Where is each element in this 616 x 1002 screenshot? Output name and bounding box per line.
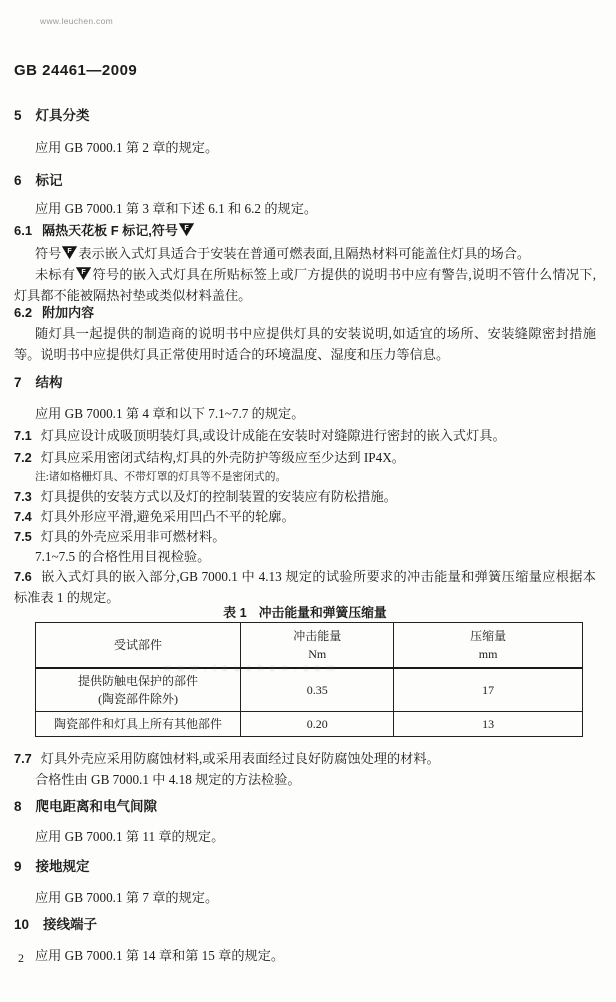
clause-number: 7.1	[14, 428, 32, 443]
chapter-5-heading	[14, 105, 596, 126]
chapter-number: 5	[14, 108, 22, 123]
svg-text:F: F	[81, 267, 86, 276]
clause-7-2-note: 注:诸如格栅灯具、不带灯罩的灯具等不是密闭式的。	[35, 471, 287, 483]
text-after-symbol: 表示嵌入式灯具适合于安装在普通可燃表面,且隔热材料可能盖住灯具的场合。	[78, 246, 531, 261]
chapter-7-heading	[14, 372, 596, 393]
page-number: 2	[18, 951, 24, 965]
clause-text: 灯具的外壳应采用非可燃材料。	[40, 529, 226, 544]
chapter-10-heading	[14, 914, 596, 935]
chapter-9-heading	[14, 856, 596, 877]
chapter-number: 6	[14, 173, 22, 188]
chapter-number: 8	[14, 799, 22, 814]
f-mark-symbol-icon	[179, 223, 194, 236]
table-label: 表 1	[223, 605, 247, 620]
clause-7-3	[14, 486, 596, 507]
chapter-number: 9	[14, 859, 22, 874]
chapter-title: 爬电距离和电气间隙	[35, 799, 158, 814]
table-title: 冲击能量和弹簧压缩量	[258, 605, 387, 620]
table-1	[35, 622, 583, 737]
chapter-10-paragraph: 应用 GB 7000.1 第 14 章和第 15 章的规定。	[35, 948, 285, 963]
standard-number: GB 24461—2009	[14, 62, 138, 79]
chapter-title: 接地规定	[35, 859, 90, 874]
table-row	[36, 712, 583, 737]
clause-7-5	[14, 526, 596, 547]
chapter-title: 接线端子	[43, 917, 98, 932]
table-1-caption	[14, 606, 596, 620]
chapter-9-paragraph: 应用 GB 7000.1 第 7 章的规定。	[35, 890, 219, 905]
header-compression: 压缩量 mm	[394, 623, 583, 669]
clause-7-1	[14, 425, 596, 446]
clause-number: 7.2	[14, 450, 32, 465]
text-after-symbol: 符号的嵌入式灯具在所贴标签上或厂方提供的说明书中应有警告,说明不管什么情况下,灯具都不能被隔热衬垫或类似材料盖住。	[14, 267, 597, 303]
clause-6-1-paragraph-1	[14, 243, 596, 264]
chapter-number: 7	[14, 375, 22, 390]
cell-compression: 17	[394, 668, 583, 712]
clause-text: 灯具外壳应采用防腐蚀材料,或采用表面经过良好防腐蚀处理的材料。	[40, 751, 440, 766]
cell-part: 陶瓷部件和灯具上所有其他部件	[36, 712, 241, 737]
clause-number: 6.1	[14, 223, 33, 238]
f-mark-symbol-icon	[62, 246, 77, 259]
clause-number: 7.6	[14, 569, 32, 584]
cell-part: 提供防触电保护的部件 (陶瓷部件除外)	[36, 668, 241, 712]
clause-title: 附加内容	[42, 305, 95, 320]
unit-nm: Nm	[308, 647, 327, 661]
clause-6-1-heading	[14, 220, 596, 241]
clause-7-2	[14, 447, 596, 468]
watermark-text: www.leuchen.com	[40, 16, 114, 26]
chapter-7-paragraph: 应用 GB 7000.1 第 4 章和以下 7.1~7.7 的规定。	[35, 406, 305, 421]
clause-number: 7.4	[14, 509, 32, 524]
header-part: 受试部件	[36, 623, 241, 669]
f-mark-symbol-icon	[76, 267, 91, 280]
clause-text: 灯具应设计成吸顶明装灯具,或设计成能在安装时对缝隙进行密封的嵌入式灯具。	[40, 428, 506, 443]
chapter-8-paragraph: 应用 GB 7000.1 第 11 章的规定。	[35, 829, 225, 844]
clause-text: 灯具应采用密闭式结构,灯具的外壳防护等级应至少达到 IP4X。	[40, 450, 405, 465]
clause-number: 7.3	[14, 489, 32, 504]
clause-text: 嵌入式灯具的嵌入部分,GB 7000.1 中 4.13 规定的试验所要求的冲击能量和弹簧压缩量应根据本标准表 1 的规定。	[14, 569, 596, 605]
clause-7-4	[14, 506, 596, 527]
chapter-6-heading	[14, 170, 596, 191]
svg-text:F: F	[184, 223, 189, 232]
clause-number: 6.2	[14, 305, 33, 320]
svg-text:F: F	[67, 246, 73, 255]
clause-7-6	[14, 566, 596, 608]
text-before-symbol: 符号	[35, 246, 62, 261]
clause-6-2-paragraph: 随灯具一起提供的制造商的说明书中应提供灯具的安装说明,如适宜的场所、安装缝隙密封措施等。说明书中应提供灯具正常使用时适合的环境温度、湿度和压力等信息。	[14, 326, 596, 362]
clause-text: 灯具提供的安装方式以及灯的控制装置的安装应有防松措施。	[40, 489, 397, 504]
chapter-8-heading	[14, 796, 596, 817]
chapter-number: 10	[14, 917, 30, 932]
chapter-title: 标记	[35, 173, 63, 188]
cell-impact: 0.20	[241, 712, 394, 737]
clause-title: 隔热天花板 F 标记,符号	[42, 223, 178, 238]
clause-text: 灯具外形应平滑,避免采用凹凸不平的轮廓。	[40, 509, 295, 524]
faint-watermark: www.leuchen.com	[164, 663, 342, 673]
chapter-5-paragraph: 应用 GB 7000.1 第 2 章的规定。	[35, 140, 219, 155]
chapter-title: 结构	[35, 375, 63, 390]
text-before-symbol: 未标有	[35, 267, 76, 282]
cell-compression: 13	[394, 712, 583, 737]
unit-mm: mm	[478, 647, 498, 661]
table-1-container	[14, 622, 596, 737]
clause-7-7	[14, 748, 596, 769]
chapter-title: 灯具分类	[35, 108, 90, 123]
clause-7-5-compliance: 7.1~7.5 的合格性用目视检验。	[35, 549, 211, 564]
clause-number: 7.5	[14, 529, 32, 544]
clause-number: 7.7	[14, 751, 32, 766]
chapter-6-paragraph: 应用 GB 7000.1 第 3 章和下述 6.1 和 6.2 的规定。	[35, 201, 318, 216]
cell-impact: 0.35	[241, 668, 394, 712]
clause-7-7-compliance: 合格性由 GB 7000.1 中 4.18 规定的方法检验。	[35, 772, 301, 787]
header-impact-energy: 冲击能量 Nm	[241, 623, 394, 669]
clause-6-1-paragraph-2	[14, 264, 596, 306]
